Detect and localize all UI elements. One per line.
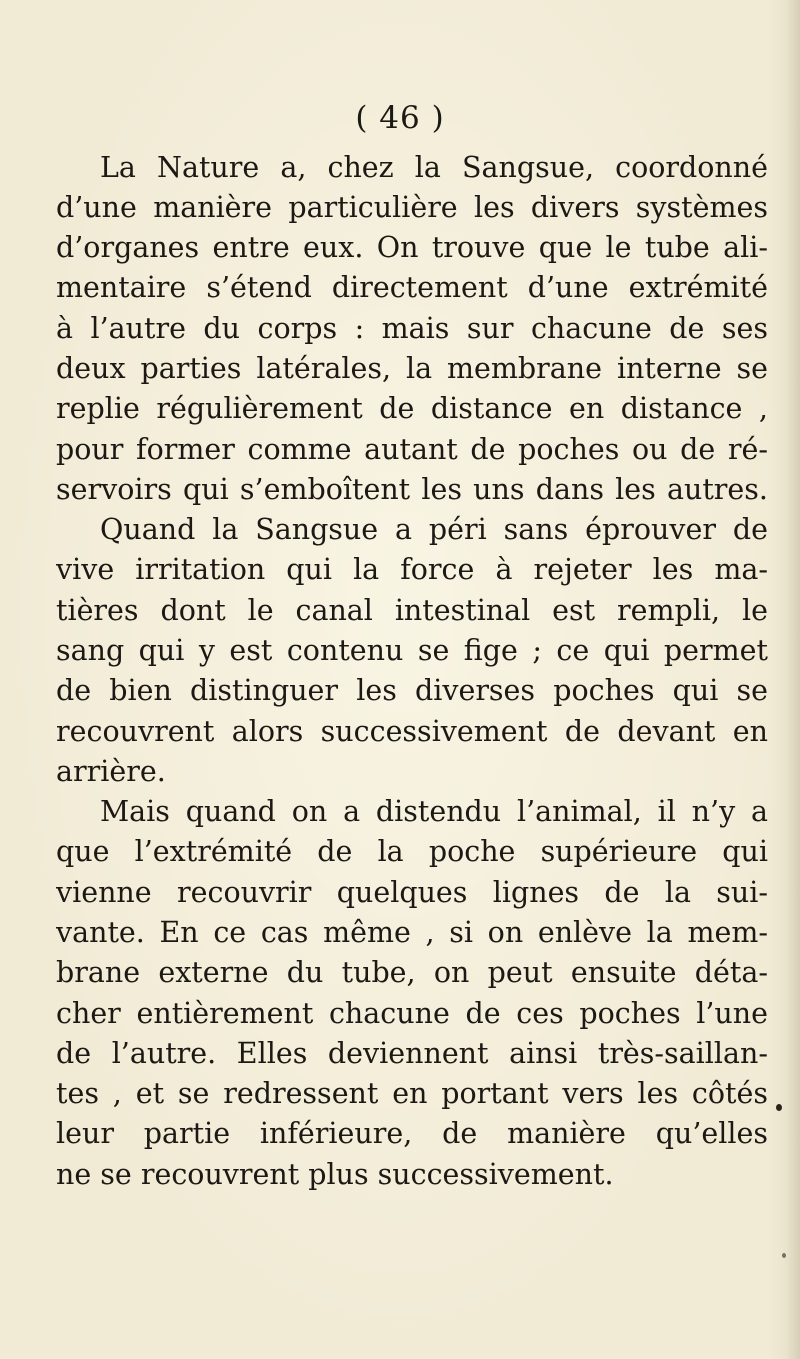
text-line: deux parties latérales, la membrane interne se: [56, 352, 768, 385]
ink-speck: [782, 1253, 786, 1258]
text-line: sang qui y est contenu se fige ; ce qui permet: [56, 634, 768, 667]
text-line: vienne recouvrir quelques lignes de la sui-: [56, 876, 768, 909]
text-line: de l’autre. Elles deviennent ainsi très-saillan-: [56, 1037, 768, 1070]
text-line: pour former comme autant de poches ou de ré-: [56, 433, 768, 466]
page-edge-shadow: [786, 0, 800, 1359]
text-line: cher entièrement chacune de ces poches l’une: [56, 997, 768, 1030]
text-line: que l’extrémité de la poche supérieure qui: [56, 835, 768, 868]
text-line: vive irritation qui la force à rejeter les ma-: [56, 553, 768, 586]
text-line: d’une manière particulière les divers systèmes: [56, 191, 768, 224]
text-line: vante. En ce cas même , si on enlève la mem-: [56, 916, 768, 949]
text-line: mentaire s’étend directement d’une extrémité: [56, 271, 768, 304]
text-line: brane externe du tube, on peut ensuite déta-: [56, 956, 768, 989]
text-line: La Nature a, chez la Sangsue, coordonné: [100, 151, 768, 184]
text-line: tes , et se redressent en portant vers les côtés: [56, 1077, 768, 1110]
page-number: ( 46 ): [355, 100, 445, 136]
text-line: replie régulièrement de distance en distance ,: [56, 392, 768, 425]
text-line: servoirs qui s’emboîtent les uns dans les autres.: [56, 473, 768, 506]
text-line: leur partie inférieure, de manière qu’elles: [56, 1117, 768, 1150]
text-line: Mais quand on a distendu l’animal, il n’y a: [100, 795, 768, 828]
text-line: recouvrent alors successivement de devant en: [56, 715, 768, 748]
text-line: de bien distinguer les diverses poches qui se: [56, 674, 768, 707]
text-line: d’organes entre eux. On trouve que le tube ali-: [56, 231, 768, 264]
text-line: tières dont le canal intestinal est rempli, le: [56, 594, 768, 627]
text-line: ne se recouvrent plus successivement.: [56, 1158, 614, 1191]
ink-speck: [776, 1104, 782, 1111]
text-line: à l’autre du corps : mais sur chacune de ses: [56, 312, 768, 345]
text-line: Quand la Sangsue a péri sans éprouver de: [100, 513, 768, 546]
text-line: arrière.: [56, 755, 166, 788]
